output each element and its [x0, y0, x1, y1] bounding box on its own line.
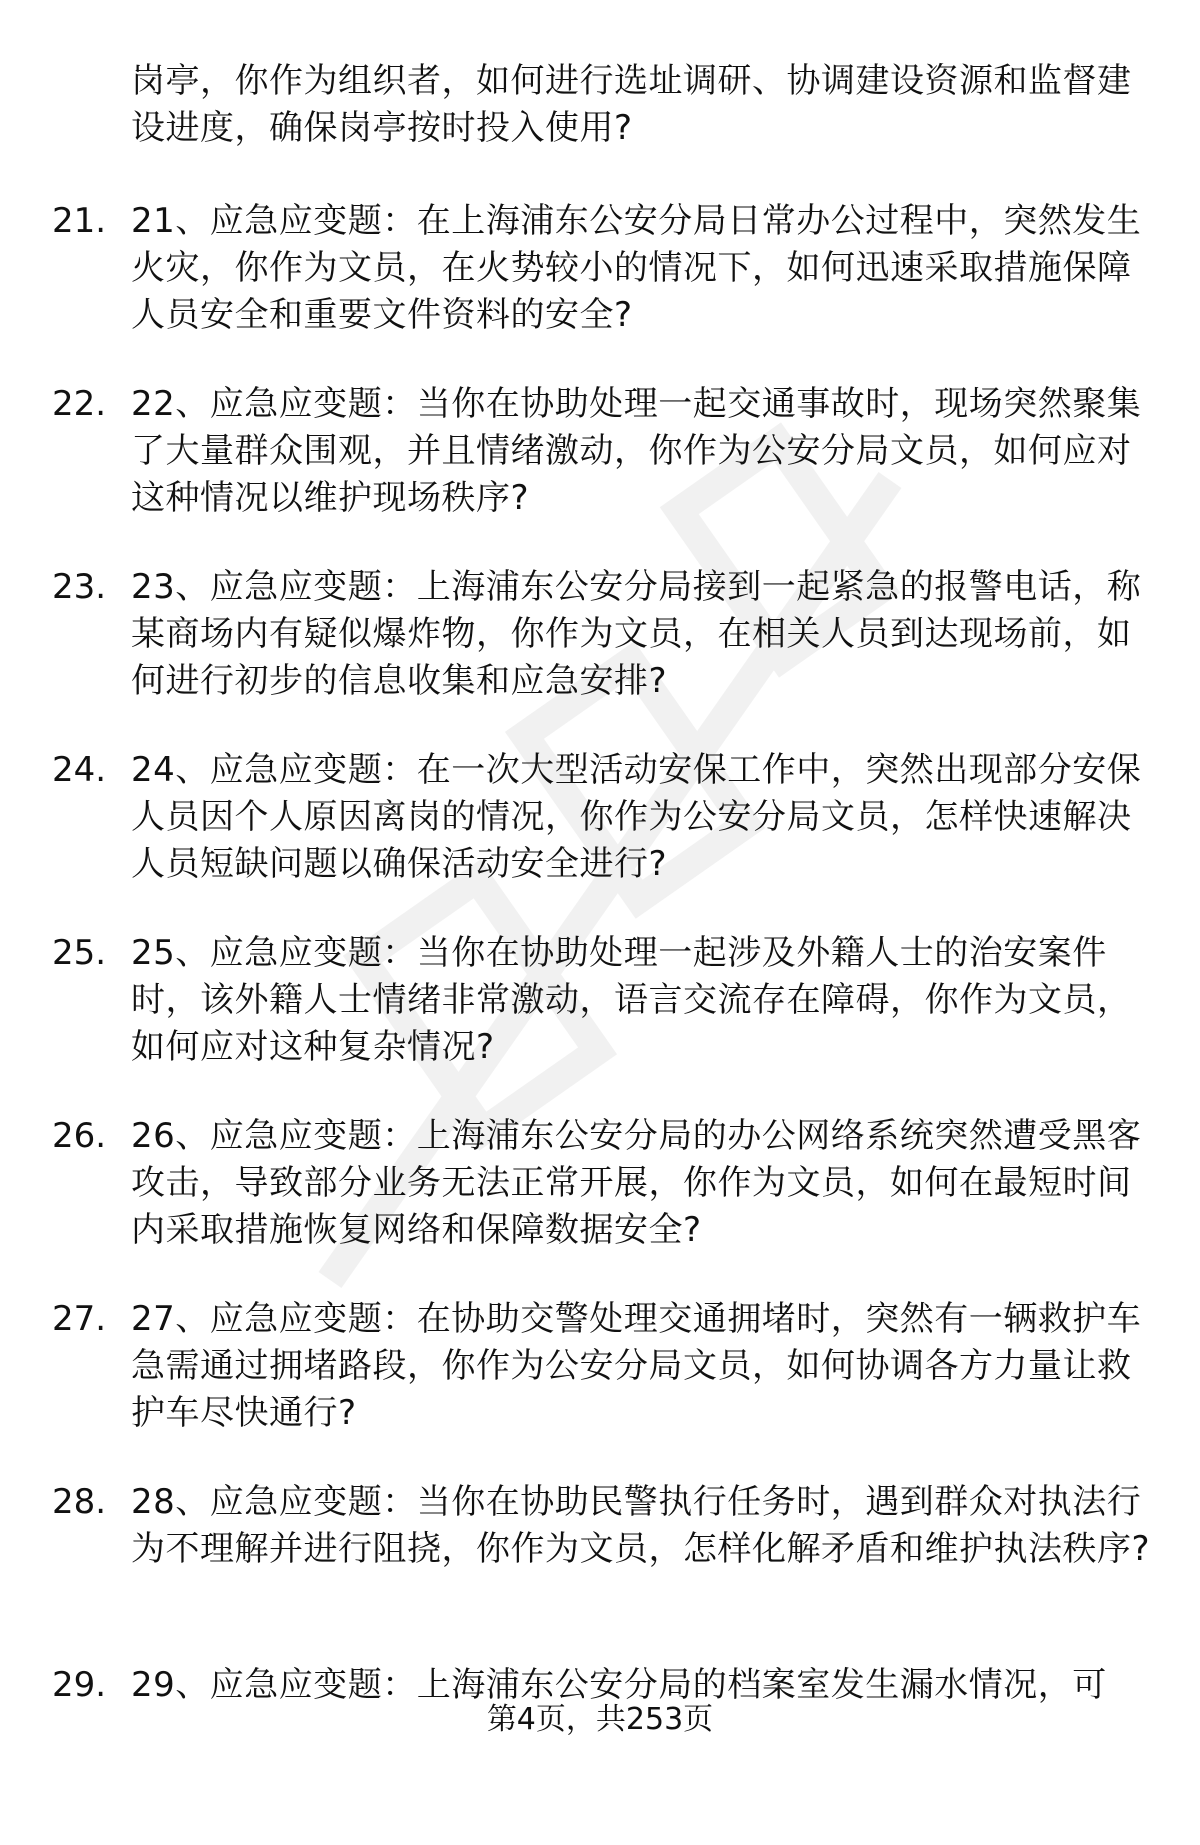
question-text: 28、应急应变题：当你在协助民警执行任务时，遇到群众对执法行为不理解并进行阻挠，你作为文员，怎样化解矛盾和维护执法秩序?: [131, 1482, 1151, 1569]
question-item: [0, 381, 1200, 564]
question-text: 29、应急应变题：上海浦东公安分局的档案室发生漏水情况，可: [131, 1665, 1107, 1705]
question-number: 28.: [52, 1482, 107, 1522]
continuation-paragraph: 岗亭，你作为组织者，如何进行选址调研、协调建设资源和监督建设进度，确保岗亭按时投入使用?: [131, 61, 1132, 148]
question-text: 22、应急应变题：当你在协助处理一起交通事故时，现场突然聚集了大量群众围观，并且情绪激动，你作为公安分局文员，如何应对这种情况以维护现场秩序?: [131, 384, 1142, 518]
question-number: 29.: [52, 1665, 107, 1705]
question-number: 23.: [52, 567, 107, 607]
question-text: 21、应急应变题：在上海浦东公安分局日常办公过程中，突然发生火灾，你作为文员，在火势较小的情况下，如何迅速采取措施保障人员安全和重要文件资料的安全?: [131, 201, 1142, 335]
question-item: [0, 1296, 1200, 1479]
question-text: 26、应急应变题：上海浦东公安分局的办公网络系统突然遭受黑客攻击，导致部分业务无法正常开展，你作为文员，如何在最短时间内采取措施恢复网络和保障数据安全?: [131, 1116, 1142, 1250]
question-number: 27.: [52, 1299, 107, 1339]
question-number: 21.: [52, 201, 107, 241]
question-item: [0, 198, 1200, 381]
question-item: [0, 747, 1200, 930]
question-number: 22.: [52, 384, 107, 424]
question-item: [0, 1113, 1200, 1296]
question-item: [0, 1662, 1200, 1845]
question-text: 27、应急应变题：在协助交警处理交通拥堵时，突然有一辆救护车急需通过拥堵路段，你作为公安分局文员，如何协调各方力量让救护车尽快通行?: [131, 1299, 1142, 1433]
question-list: [0, 198, 1200, 1845]
question-item: [0, 930, 1200, 1113]
question-number: 26.: [52, 1116, 107, 1156]
question-text: 25、应急应变题：当你在协助处理一起涉及外籍人士的治安案件时，该外籍人士情绪非常激动，语言交流存在障碍，你作为文员，如何应对这种复杂情况?: [131, 933, 1132, 1067]
question-number: 25.: [52, 933, 107, 973]
question-item: [0, 1479, 1200, 1662]
question-item: [0, 564, 1200, 747]
question-text: 24、应急应变题：在一次大型活动安保工作中，突然出现部分安保人员因个人原因离岗的情况，你作为公安分局文员，怎样快速解决人员短缺问题以确保活动安全进行?: [131, 750, 1142, 884]
question-text: 23、应急应变题：上海浦东公安分局接到一起紧急的报警电话，称某商场内有疑似爆炸物，你作为文员，在相关人员到达现场前，如何进行初步的信息收集和应急安排?: [131, 567, 1142, 701]
question-number: 24.: [52, 750, 107, 790]
page-footer: 第4页，共253页: [486, 1702, 714, 1737]
